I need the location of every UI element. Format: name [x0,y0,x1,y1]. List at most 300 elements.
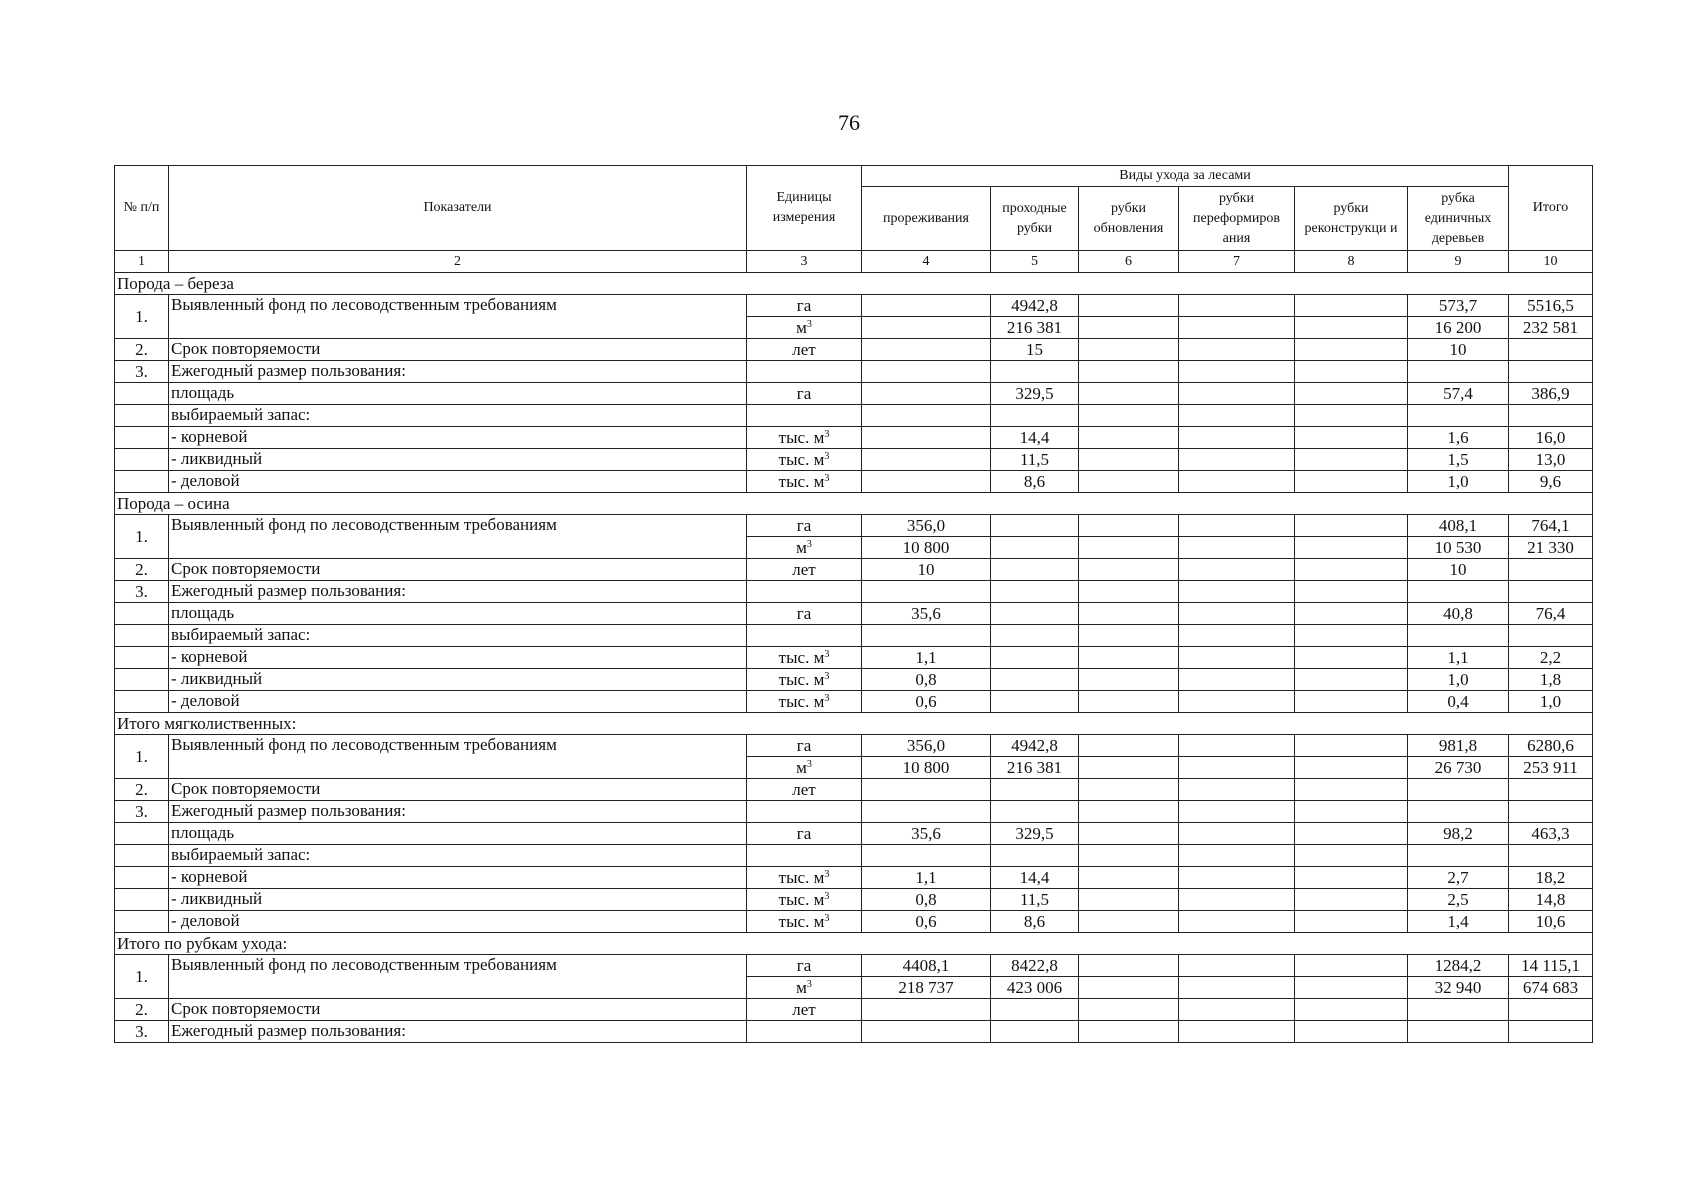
value-cell [1079,669,1179,691]
unit-text: га [796,955,812,975]
row-indicator: площадь [169,823,747,845]
value-cell [1079,867,1179,889]
value-cell [1509,801,1593,823]
row-number: 3. [115,581,169,603]
value-cell [991,581,1079,603]
value-cell [1295,537,1408,559]
value-cell: 2,7 [1408,867,1509,889]
value-cell [1509,581,1593,603]
value-cell [1079,911,1179,933]
value-cell [1179,867,1295,889]
row-number [115,427,169,449]
column-number: 6 [1079,251,1179,273]
unit-text: м [796,537,807,557]
value-cell [1079,889,1179,911]
row-number [115,647,169,669]
value-cell: 0,8 [862,889,991,911]
header-type-reconstruction: рубки реконструкци и [1295,187,1408,251]
value-cell: 9,6 [1509,471,1593,493]
header-total: Итого [1509,166,1593,251]
value-cell [1179,449,1295,471]
unit-text: тыс. м [778,647,825,667]
value-cell [1179,889,1295,911]
row-unit [747,405,862,427]
value-cell: 463,3 [1509,823,1593,845]
value-cell: 21 330 [1509,537,1593,559]
row-number [115,845,169,867]
section-row [115,713,1593,735]
unit-superscript: 3 [806,978,812,990]
value-cell: 1,4 [1408,911,1509,933]
value-cell: 14,4 [991,427,1079,449]
value-cell: 386,9 [1509,383,1593,405]
header-type-renewal: рубки обновления [1079,187,1179,251]
value-cell: 4942,8 [991,735,1079,757]
column-number: 4 [862,251,991,273]
row-indicator: Срок повторяемости [169,339,747,361]
row-unit [747,669,862,691]
value-cell: 232 581 [1509,317,1593,339]
section-row [115,273,1593,295]
value-cell [1179,383,1295,405]
value-cell: 423 006 [991,977,1079,999]
value-cell [1295,427,1408,449]
value-cell: 1,0 [1408,669,1509,691]
value-cell [1295,625,1408,647]
value-cell [1079,845,1179,867]
value-cell [991,691,1079,713]
value-cell [862,317,991,339]
value-cell [1179,295,1295,317]
value-cell [1079,471,1179,493]
value-cell: 218 737 [862,977,991,999]
header-type-thinning: прореживания [862,187,991,251]
value-cell: 2,2 [1509,647,1593,669]
value-cell: 40,8 [1408,603,1509,625]
value-cell [1179,317,1295,339]
value-cell [1295,603,1408,625]
value-cell [1079,537,1179,559]
value-cell: 13,0 [1509,449,1593,471]
value-cell [991,559,1079,581]
value-cell [1295,823,1408,845]
row-indicator: Ежегодный размер пользования: [169,1021,747,1043]
value-cell [1408,845,1509,867]
value-cell [1179,669,1295,691]
value-cell: 10 [1408,559,1509,581]
row-number [115,383,169,405]
row-number: 2. [115,999,169,1021]
value-cell [991,515,1079,537]
table-row [115,405,1593,427]
row-indicator: Ежегодный размер пользования: [169,801,747,823]
value-cell: 76,4 [1509,603,1593,625]
value-cell [1509,1021,1593,1043]
value-cell [1408,405,1509,427]
table-body [115,273,1593,1043]
unit-text: тыс. м [778,911,825,931]
value-cell [1408,1021,1509,1043]
value-cell [1079,559,1179,581]
value-cell [862,779,991,801]
row-indicator: - корневой [169,647,747,669]
value-cell: 15 [991,339,1079,361]
value-cell [1408,999,1509,1021]
value-cell: 0,6 [862,911,991,933]
unit-superscript: 3 [824,670,830,682]
column-number: 7 [1179,251,1295,273]
row-unit [747,691,862,713]
value-cell [862,999,991,1021]
value-cell: 98,2 [1408,823,1509,845]
header-row-1 [115,166,1593,187]
row-unit [747,889,862,911]
value-cell [862,801,991,823]
row-unit [747,955,862,977]
row-number: 3. [115,1021,169,1043]
row-indicator: - деловой [169,691,747,713]
row-number [115,911,169,933]
value-cell [1079,383,1179,405]
row-unit [747,1021,862,1043]
value-cell [1408,581,1509,603]
value-cell [1079,449,1179,471]
value-cell [862,581,991,603]
unit-text: га [796,515,812,535]
row-number: 1. [115,295,169,339]
value-cell: 1,6 [1408,427,1509,449]
value-cell [1295,361,1408,383]
unit-superscript: 3 [824,472,830,484]
table-row [115,999,1593,1021]
value-cell [1295,779,1408,801]
value-cell: 18,2 [1509,867,1593,889]
row-indicator: Ежегодный размер пользования: [169,361,747,383]
value-cell: 0,8 [862,669,991,691]
row-number [115,471,169,493]
table-row [115,801,1593,823]
value-cell [1509,361,1593,383]
value-cell [1079,603,1179,625]
value-cell [1179,823,1295,845]
row-indicator: Срок повторяемости [169,999,747,1021]
value-cell [1295,845,1408,867]
row-indicator: - корневой [169,427,747,449]
value-cell: 573,7 [1408,295,1509,317]
value-cell [1295,559,1408,581]
unit-superscript: 3 [824,868,830,880]
header-units: Единицы измерения [747,166,862,251]
row-unit [747,449,862,471]
value-cell: 216 381 [991,317,1079,339]
row-number [115,625,169,647]
value-cell: 253 911 [1509,757,1593,779]
header-type-single-trees: рубка единичных деревьев [1408,187,1509,251]
value-cell: 1284,2 [1408,955,1509,977]
row-indicator: - деловой [169,471,747,493]
row-number [115,669,169,691]
row-unit [747,603,862,625]
row-unit [747,911,862,933]
section-label: Порода – береза [115,273,1593,295]
row-indicator: выбираемый запас: [169,625,747,647]
value-cell [1079,405,1179,427]
row-unit [747,823,862,845]
page-number: 76 [838,110,860,135]
value-cell: 32 940 [1408,977,1509,999]
value-cell [991,603,1079,625]
value-cell [1295,581,1408,603]
value-cell [1079,317,1179,339]
row-unit [747,471,862,493]
value-cell [1079,625,1179,647]
value-cell: 674 683 [1509,977,1593,999]
value-cell [1295,735,1408,757]
value-cell: 4408,1 [862,955,991,977]
value-cell [1295,669,1408,691]
row-indicator: площадь [169,603,747,625]
value-cell [1179,405,1295,427]
value-cell [1079,581,1179,603]
row-number [115,691,169,713]
value-cell [1079,823,1179,845]
value-cell [1295,471,1408,493]
value-cell [1179,581,1295,603]
row-unit [747,559,862,581]
value-cell [1509,625,1593,647]
value-cell [1509,999,1593,1021]
unit-text: тыс. м [778,449,825,469]
value-cell [1179,361,1295,383]
value-cell [1295,449,1408,471]
value-cell: 8,6 [991,911,1079,933]
value-cell [991,845,1079,867]
value-cell [1295,867,1408,889]
table-row [115,449,1593,471]
unit-text: га [796,823,812,843]
value-cell: 16 200 [1408,317,1509,339]
unit-text: тыс. м [778,867,825,887]
row-indicator: выбираемый запас: [169,845,747,867]
value-cell [991,801,1079,823]
unit-text: га [796,603,812,623]
value-cell: 11,5 [991,449,1079,471]
column-number: 1 [115,251,169,273]
value-cell [991,1021,1079,1043]
value-cell [1295,999,1408,1021]
value-cell: 8,6 [991,471,1079,493]
value-cell: 1,8 [1509,669,1593,691]
table-row [115,955,1593,977]
value-cell: 0,6 [862,691,991,713]
row-unit [747,977,862,999]
value-cell [1079,427,1179,449]
table-row [115,1021,1593,1043]
value-cell: 329,5 [991,823,1079,845]
value-cell [1079,757,1179,779]
row-unit [747,625,862,647]
value-cell: 1,0 [1408,471,1509,493]
unit-superscript: 3 [824,648,830,660]
row-indicator: Ежегодный размер пользования: [169,581,747,603]
value-cell [1179,999,1295,1021]
unit-text: тыс. м [778,691,825,711]
row-unit [747,537,862,559]
table-row [115,515,1593,537]
value-cell [991,405,1079,427]
value-cell: 329,5 [991,383,1079,405]
row-number [115,405,169,427]
row-number: 1. [115,955,169,999]
row-unit [747,427,862,449]
unit-text: га [796,735,812,755]
value-cell [1295,955,1408,977]
table-row [115,735,1593,757]
row-indicator: выбираемый запас: [169,405,747,427]
row-number: 2. [115,779,169,801]
value-cell: 26 730 [1408,757,1509,779]
row-indicator: площадь [169,383,747,405]
value-cell [1179,603,1295,625]
value-cell [1179,955,1295,977]
unit-text: га [796,295,812,315]
value-cell [1079,801,1179,823]
value-cell: 10 800 [862,757,991,779]
value-cell [862,471,991,493]
value-cell [1295,691,1408,713]
value-cell [1295,339,1408,361]
row-unit [747,735,862,757]
value-cell [1179,779,1295,801]
value-cell [862,339,991,361]
row-indicator: Выявленный фонд по лесоводственным требованиям [169,955,747,999]
value-cell [1509,559,1593,581]
value-cell [991,779,1079,801]
value-cell [1295,1021,1408,1043]
value-cell [1295,295,1408,317]
unit-superscript: 3 [824,890,830,902]
value-cell [1179,559,1295,581]
unit-superscript: 3 [824,428,830,440]
row-number [115,867,169,889]
value-cell: 2,5 [1408,889,1509,911]
table-row [115,691,1593,713]
row-indicator: Срок повторяемости [169,779,747,801]
forest-care-table [114,165,1593,1043]
value-cell [1295,801,1408,823]
value-cell: 764,1 [1509,515,1593,537]
value-cell [862,361,991,383]
section-row [115,933,1593,955]
table-row [115,559,1593,581]
value-cell [1179,735,1295,757]
row-indicator: Выявленный фонд по лесоводственным требованиям [169,515,747,559]
value-cell: 14,8 [1509,889,1593,911]
value-cell: 10,6 [1509,911,1593,933]
value-cell: 4942,8 [991,295,1079,317]
row-unit [747,757,862,779]
row-unit [747,801,862,823]
unit-text: лет [792,999,816,1019]
value-cell [1079,295,1179,317]
value-cell [1295,889,1408,911]
column-number: 8 [1295,251,1408,273]
value-cell: 1,1 [862,867,991,889]
section-row [115,493,1593,515]
row-unit [747,383,862,405]
row-number: 1. [115,515,169,559]
value-cell [1295,977,1408,999]
row-indicator: - деловой [169,911,747,933]
table-row [115,581,1593,603]
value-cell [991,669,1079,691]
value-cell [1408,779,1509,801]
value-cell [1079,647,1179,669]
row-indicator: - ликвидный [169,669,747,691]
value-cell [1408,625,1509,647]
header-group-title: Виды ухода за лесами [862,166,1509,187]
value-cell [1509,845,1593,867]
value-cell: 1,1 [1408,647,1509,669]
unit-superscript: 3 [824,912,830,924]
column-number: 9 [1408,251,1509,273]
value-cell [862,295,991,317]
value-cell [862,1021,991,1043]
unit-text: м [796,757,807,777]
row-number [115,823,169,845]
value-cell [1179,625,1295,647]
row-number: 3. [115,361,169,383]
row-unit [747,867,862,889]
value-cell [1079,339,1179,361]
value-cell: 356,0 [862,515,991,537]
value-cell: 5516,5 [1509,295,1593,317]
header-type-reforming: рубки переформиров ания [1179,187,1295,251]
value-cell [862,449,991,471]
unit-superscript: 3 [824,450,830,462]
column-numbers-row [115,251,1593,273]
row-unit [747,999,862,1021]
value-cell [1079,515,1179,537]
value-cell [1079,999,1179,1021]
unit-text: лет [792,559,816,579]
section-label: Итого по рубкам ухода: [115,933,1593,955]
value-cell [1179,537,1295,559]
value-cell [1509,405,1593,427]
value-cell [991,361,1079,383]
value-cell: 981,8 [1408,735,1509,757]
value-cell [1179,845,1295,867]
unit-text: лет [792,779,816,799]
value-cell [1295,317,1408,339]
table-row [115,603,1593,625]
table-row [115,889,1593,911]
table-row [115,295,1593,317]
row-indicator: - ликвидный [169,449,747,471]
row-number [115,449,169,471]
value-cell [1179,691,1295,713]
column-number: 5 [991,251,1079,273]
value-cell: 14,4 [991,867,1079,889]
value-cell [1079,361,1179,383]
value-cell [991,647,1079,669]
value-cell [1295,911,1408,933]
value-cell [1295,383,1408,405]
value-cell [1079,691,1179,713]
value-cell: 356,0 [862,735,991,757]
value-cell: 14 115,1 [1509,955,1593,977]
value-cell: 11,5 [991,889,1079,911]
